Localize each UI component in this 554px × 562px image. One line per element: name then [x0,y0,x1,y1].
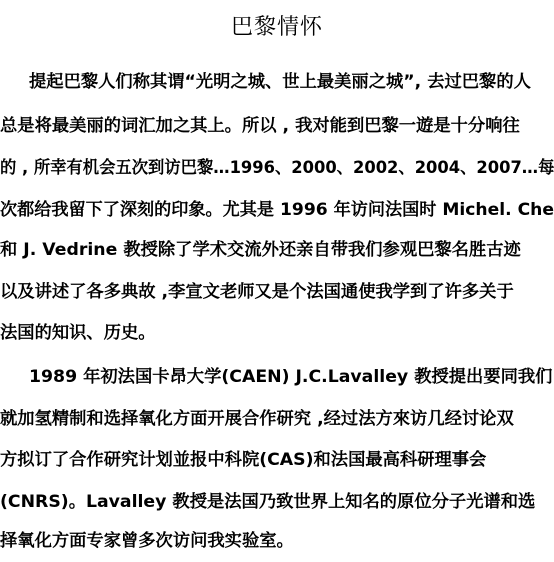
page-title: 巴黎情怀 [230,15,323,40]
paragraph-2-line-2: 就加氢精制和选择氧化方面开展合作研究 ,经过法方來访几经讨论双 [0,409,514,429]
paragraph-1-line-5: 和 J. Vedrine 教授除了学术交流外还亲自带我们参观巴黎名胜古迹 [0,240,521,260]
paragraph-2-line-4: (CNRS)。Lavalley 教授是法国乃致世界上知名的原位分子光谱和选 [0,492,536,512]
paragraph-1-line-4: 次都给我留下了深刻的印象。尤其是 1996 年访问法国时 Michel. Che [0,200,554,220]
paragraph-2-line-3: 方拟订了合作研究计划並报中科院(CAS)和法国最高科研理事会 [0,450,487,470]
paragraph-1-line-1: 提起巴黎人们称其谓“光明之城、世上最美丽之城”, 去过巴黎的人 [29,72,531,92]
paragraph-1-line-2: 总是将最美丽的词汇加之其上。所以 , 我对能到巴黎一遊是十分响往 [0,116,520,136]
paragraph-1-line-3: 的 , 所幸有机会五次到访巴黎…1996、2000、2002、2004、2007…每 [0,158,554,178]
paragraph-2-line-5: 择氧化方面专家曾多次访问我实验室。 [0,531,294,551]
paragraph-2-line-1: 1989 年初法国卡昂大学(CAEN) J.C.Lavalley 教授提出要同我们 [29,367,553,387]
paragraph-1-line-6: 以及讲述了各多典故 ,李宣文老师又是个法国通使我学到了许多关于 [0,282,514,302]
paragraph-1-line-7: 法国的知识、历史。 [0,323,156,343]
